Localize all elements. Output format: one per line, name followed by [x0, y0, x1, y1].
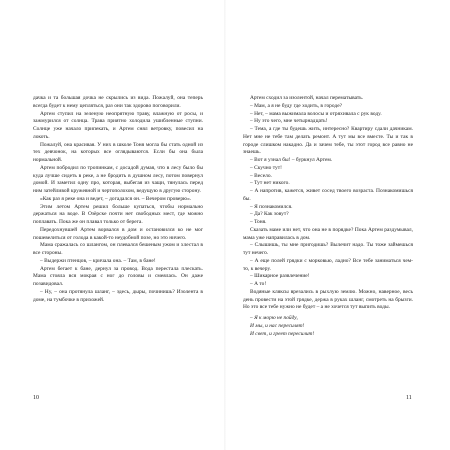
left-paragraph: дачка и та большая дочка не скрылись из вида. Пожалуй, она теперь всегда будет к нему цепляться, раз они так здорово поговорили. — [33, 95, 203, 109]
left-paragraph: Артем бегает к бане, дернул за провод. Вода перестала плескать. Мама стояла вся мокрая с ног до головы и смеялась. Он даже позавидовал. — [33, 265, 203, 287]
right-paragraph: – Нет, – мама выжимала волосы и отряхивала с рук воду. — [250, 110, 382, 117]
right-paragraph: Сказать маме или нет, что она не в порядке? Пока Артем раздумывал, мама уже направилась в дом. — [243, 226, 413, 241]
left-paragraph: Артем ступил на зеленую неопрятную траву, влажную от росы, и зажмурился от солнца. Трава приятно холодила ушибленные ступни. Солнце уже начало припекать, и Артем снял ветровку, повесил на локоть. — [33, 110, 203, 140]
right-paragraph: – Тут нет никого. — [250, 180, 290, 187]
right-paragraph: – Шикарное развлечение! — [250, 273, 310, 280]
page-number-left: 10 — [33, 395, 39, 401]
left-paragraph: Пожалуй, она красивая. У них в школе Тоня могла бы стать одной из тех девчонок, на которых все оглядываются. Если бы она была нормальной. — [33, 141, 203, 163]
right-paragraph: – Мам, а я не буду где ходить, в городе? — [250, 102, 343, 109]
right-paragraph: – Вот я узнал бы! – буркнул Артем. — [250, 157, 333, 163]
left-page — [33, 95, 203, 385]
right-poem-line: И свет, и греет пересилит! — [250, 330, 315, 337]
right-paragraph: – Тема, а где ты будешь жить, интересно? Квартиру сдали дачникам. Нет мне не тебе там делать ремонт. А тут мы все вместе. Ты и так в городе слишком накадно. Да и зачем тебе, ты этот город все равно не знаешь. — [243, 126, 413, 156]
left-paragraph: Передохнувшей Артем ворвался в дом и остановился ко не мог пошевелиться от голода в какой-то неудобной позе, но это ничего. — [33, 226, 203, 241]
right-paragraph: – Тоня. — [250, 219, 267, 225]
right-poem-line: – Я к морю не пойду, — [250, 315, 298, 321]
right-paragraph: – А напротив, кажется, живет сосед твоего возраста. Познакомишься бы. — [243, 188, 413, 202]
left-paragraph: Мама сражалась со шлангом, он плевался бешеным ужом и хлестал в все стороны. — [33, 242, 203, 256]
right-paragraph: – Да? Как зовут? — [250, 211, 289, 218]
book-gutter — [224, 0, 226, 450]
right-paragraph: – А то! — [250, 281, 267, 287]
right-paragraph: Артем сходил за изолентой, начал перематывать. — [250, 95, 364, 101]
right-poem-line: И мы, и нас пересилят! — [250, 322, 305, 329]
right-paragraph: – Ну это чего, мне четырнадцать! — [250, 118, 328, 125]
right-paragraph: – Слышишь, ты мне пригодишь? Вылечит надо. Ты тоже займешься тут нечего. — [243, 242, 413, 256]
left-paragraph: Артем побродил по тропинкам, с досадой думая, что в лесу было бы куда лучше сидеть в реке, а не бродить в душном лесу, потом повернул домой. И заметил одну про, которая, выбегая из чащи, тянулась перед ним затейливой кружевной и чертополохом, ведущую в другую сторону. — [33, 164, 203, 194]
right-paragraph: – Скучно тут! — [250, 164, 282, 171]
right-paragraph: – Весело. — [250, 172, 272, 179]
right-paragraph: – А еще полей грядки с морковью, ладно? Все тебе заниматься чем-то, к вечеру. — [243, 257, 413, 272]
left-paragraph: Этим летом Артем решил больше купаться, чтобы нормально держаться на воде. В Озёрске почти нет свободных мест, где можно поплавать. Пока же он плавал только от берега. — [33, 203, 203, 225]
right-paragraph: – Я познакомился. — [250, 203, 293, 210]
page-number-right: 11 — [406, 395, 412, 401]
left-paragraph: – Выдержи птенцов, – кричала она. – Там, в бане! — [40, 257, 156, 264]
left-paragraph: – Ну, – она протянула шланг, – здесь, дыры, починишь? Изолента в доме, на тумбочке в прихожей. — [33, 288, 203, 303]
left-paragraph: «Как раз я реке она и ведет, – догадался он. – Вечером проверю». — [40, 195, 192, 202]
right-paragraph: Водяные кляксы врезались в рыхлую землю. Можно, наверное, весь день провести на этой грядке, держа в руках шланг, смотреть на брызги. Но это все тебе нужно не будет – а не хочется тут выпить воды. — [243, 288, 413, 311]
right-page — [243, 95, 413, 385]
